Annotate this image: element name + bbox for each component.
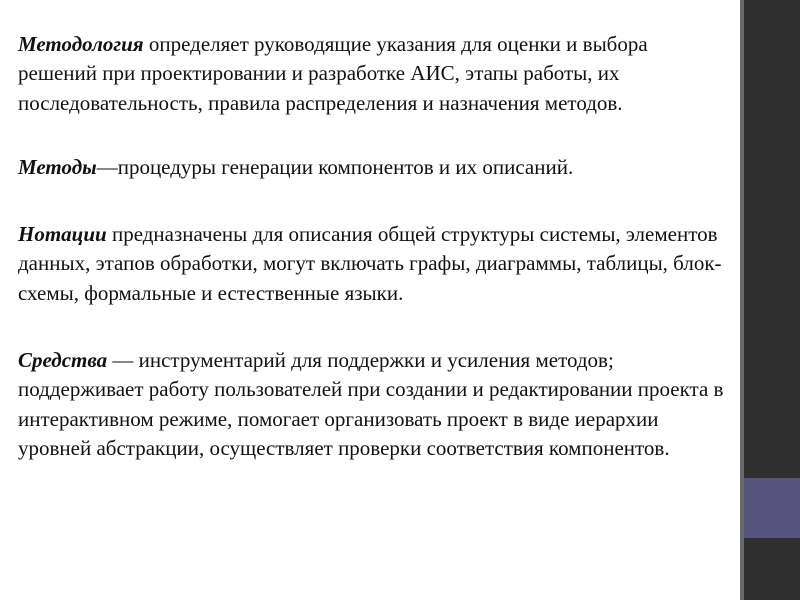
- slide-content: [18, 30, 730, 463]
- paragraph-tools: [18, 346, 730, 463]
- definition-methodology: определяет руководящие указания для оценки и выбора решений при проектировании и разработке АИС, этапы работы, их последовательность, правила распределения и назначения методов.: [18, 32, 648, 115]
- definition-methods: —процедуры генерации компонентов и их описаний.: [96, 154, 574, 179]
- definition-tools: — инструментарий для поддержки и усиления методов; поддерживает работу пользователей при создании и редактировании проекта в интерактивном режиме, помогает организовать проект в виде иерархии уровней абстракции, осуществляет проверки соответствия компонентов.: [18, 348, 724, 460]
- paragraph-notations: [18, 220, 730, 308]
- decorative-sidebar: [740, 0, 800, 600]
- definition-notations: предназначены для описания общей структуры системы, элементов данных, этапов обработки, могут включать графы, диаграммы, таблицы, блок-схемы, формальные и естественные языки.: [18, 222, 722, 305]
- paragraph-methods: [18, 153, 730, 182]
- term-methods: Методы: [18, 154, 97, 179]
- sidebar-accent-block: [744, 478, 800, 538]
- paragraph-methodology: [18, 30, 730, 118]
- term-methodology: Методология: [18, 32, 144, 56]
- term-tools: Средства: [18, 348, 108, 373]
- term-notations: Нотации: [18, 222, 107, 247]
